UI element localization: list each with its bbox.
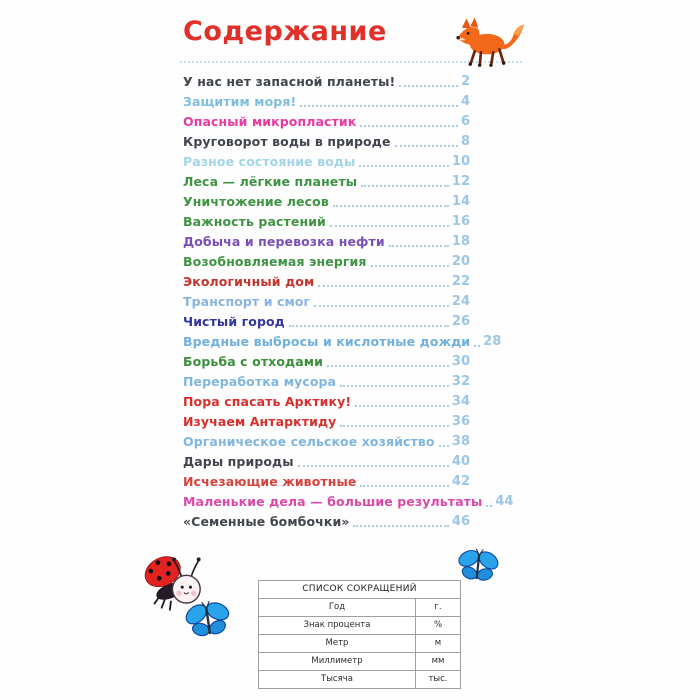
- dotted-leader: [389, 245, 449, 247]
- toc-entry-page: 2: [460, 74, 470, 89]
- abbreviation-term: Знак процента: [259, 617, 416, 634]
- dotted-leader: [298, 465, 449, 467]
- toc-entry-page: 32: [451, 374, 470, 389]
- toc-entry-label: Дары природы: [183, 454, 294, 469]
- butterfly-illustration: [181, 594, 235, 646]
- dotted-leader: [399, 85, 458, 87]
- butterfly-illustration: [454, 542, 502, 590]
- toc-entry-label: Маленькие дела — большие результаты: [183, 494, 483, 509]
- toc-entry-label: У нас нет запасной планеты!: [183, 74, 396, 89]
- abbreviation-short: тыс.: [428, 674, 448, 684]
- toc-entry-page: 18: [451, 234, 470, 249]
- abbreviation-row: [259, 653, 460, 671]
- toc-entry: [183, 352, 470, 372]
- fox-illustration: [444, 10, 526, 68]
- abbreviation-term: Миллиметр: [259, 653, 416, 670]
- dotted-leader: [360, 485, 448, 487]
- toc-entry: [183, 72, 470, 92]
- abbreviations-title: СПИСОК СОКРАЩЕНИЙ: [259, 581, 460, 599]
- dotted-leader: [359, 165, 449, 167]
- toc-entry: [183, 392, 470, 412]
- toc-entry-label: Чистый город: [183, 314, 285, 329]
- dotted-leader: [340, 425, 449, 427]
- toc-entry-label: Добыча и перевозка нефти: [183, 234, 385, 249]
- toc-entry-page: 10: [451, 154, 470, 169]
- toc-entry-page: 44: [495, 494, 514, 509]
- toc-entry: [183, 472, 470, 492]
- abbreviation-row: [259, 617, 460, 635]
- toc-entry-page: 40: [451, 454, 470, 469]
- toc-entry: [183, 252, 470, 272]
- toc-entry-page: 8: [460, 134, 470, 149]
- dotted-leader: [314, 305, 449, 307]
- dotted-leader: [395, 145, 458, 147]
- dotted-leader: [330, 225, 449, 227]
- toc-entry-page: 26: [451, 314, 470, 329]
- fox-icon: [444, 10, 526, 68]
- abbreviation-short: г.: [434, 602, 442, 612]
- toc-entry-page: 30: [451, 354, 470, 369]
- toc-entry-page: 14: [451, 194, 470, 209]
- dotted-leader: [361, 185, 449, 187]
- toc-entry: [183, 132, 470, 152]
- dotted-leader: [439, 445, 449, 447]
- abbreviation-short: мм: [431, 656, 445, 666]
- dotted-leader: [355, 405, 449, 407]
- toc-entry-label: Вредные выбросы и кислотные дожди: [183, 334, 471, 349]
- toc-entry: [183, 192, 470, 212]
- toc-entry-label: Разное состояние воды: [183, 154, 356, 169]
- toc-entry-page: 6: [460, 114, 470, 129]
- toc-entry: [183, 232, 470, 252]
- dotted-leader: [340, 385, 449, 387]
- toc-entry-label: Экологичный дом: [183, 274, 315, 289]
- toc-entry-page: 16: [451, 214, 470, 229]
- toc-list: [183, 72, 514, 532]
- toc-entry-page: 22: [451, 274, 470, 289]
- toc-entry-label: Возобновляемая энергия: [183, 254, 367, 269]
- toc-entry: [183, 292, 470, 312]
- abbreviation-short: %: [433, 620, 443, 630]
- dotted-leader: [327, 365, 449, 367]
- toc-entry-page: 12: [451, 174, 470, 189]
- butterfly-icon: [181, 594, 235, 646]
- dotted-leader: [371, 265, 449, 267]
- toc-entry-label: Круговорот воды в природе: [183, 134, 391, 149]
- toc-entry: [183, 452, 470, 472]
- toc-entry-page: 42: [451, 474, 470, 489]
- toc-entry-page: 4: [460, 94, 470, 109]
- toc-entry-page: 24: [451, 294, 470, 309]
- toc-entry-page: 28: [483, 334, 502, 349]
- toc-entry: [183, 152, 470, 172]
- toc-entry: [183, 312, 470, 332]
- toc-entry-label: Опасный микропластик: [183, 114, 357, 129]
- toc-entry-label: Борьба с отходами: [183, 354, 323, 369]
- dotted-leader: [360, 125, 458, 127]
- toc-entry-label: Важность растений: [183, 214, 326, 229]
- toc-entry-label: Пора спасать Арктику!: [183, 394, 352, 409]
- abbreviation-term: Год: [259, 599, 416, 616]
- toc-entry: [183, 112, 470, 132]
- toc-entry: [183, 512, 470, 532]
- abbreviation-term: Тысяча: [259, 671, 416, 688]
- toc-entry-page: 38: [451, 434, 470, 449]
- toc-entry-label: Органическое сельское хозяйство: [183, 434, 435, 449]
- abbreviations-body: [259, 599, 460, 688]
- abbreviation-row: [259, 671, 460, 688]
- dotted-leader: [289, 325, 449, 327]
- toc-entry-page: 46: [451, 514, 470, 529]
- toc-entry-label: Исчезающие животные: [183, 474, 357, 489]
- dotted-leader: [486, 505, 492, 507]
- toc-entry-page: 36: [451, 414, 470, 429]
- toc-entry: [183, 492, 514, 512]
- dotted-leader: [300, 105, 458, 107]
- toc-entry-label: Изучаем Антарктиду: [183, 414, 337, 429]
- toc-entry-page: 34: [451, 394, 470, 409]
- toc-entry: [183, 172, 470, 192]
- toc-entry-label: «Семенные бомбочки»: [183, 514, 350, 529]
- toc-entry: [183, 372, 470, 392]
- dotted-leader: [318, 285, 449, 287]
- toc-entry: [183, 272, 470, 292]
- dotted-leader: [353, 525, 448, 527]
- toc-entry-label: Транспорт и смог: [183, 294, 311, 309]
- toc-entry-label: Переработка мусора: [183, 374, 337, 389]
- abbreviation-row: [259, 599, 460, 617]
- toc-entry: [183, 212, 470, 232]
- toc-entry-label: Уничтожение лесов: [183, 194, 329, 209]
- toc-entry: [183, 332, 502, 352]
- toc-entry-label: Леса — лёгкие планеты: [183, 174, 358, 189]
- dotted-leader: [333, 205, 449, 207]
- toc-entry-page: 20: [451, 254, 470, 269]
- abbreviations-table: [258, 580, 461, 689]
- abbreviation-short: м: [434, 638, 442, 648]
- toc-entry-label: Защитим моря!: [183, 94, 297, 109]
- toc-entry: [183, 432, 470, 452]
- toc-entry: [183, 92, 470, 112]
- page-title: Содержание: [183, 16, 387, 47]
- butterfly-icon: [454, 542, 502, 590]
- abbreviation-term: Метр: [259, 635, 416, 652]
- dotted-leader: [474, 345, 480, 347]
- abbreviation-row: [259, 635, 460, 653]
- toc-entry: [183, 412, 470, 432]
